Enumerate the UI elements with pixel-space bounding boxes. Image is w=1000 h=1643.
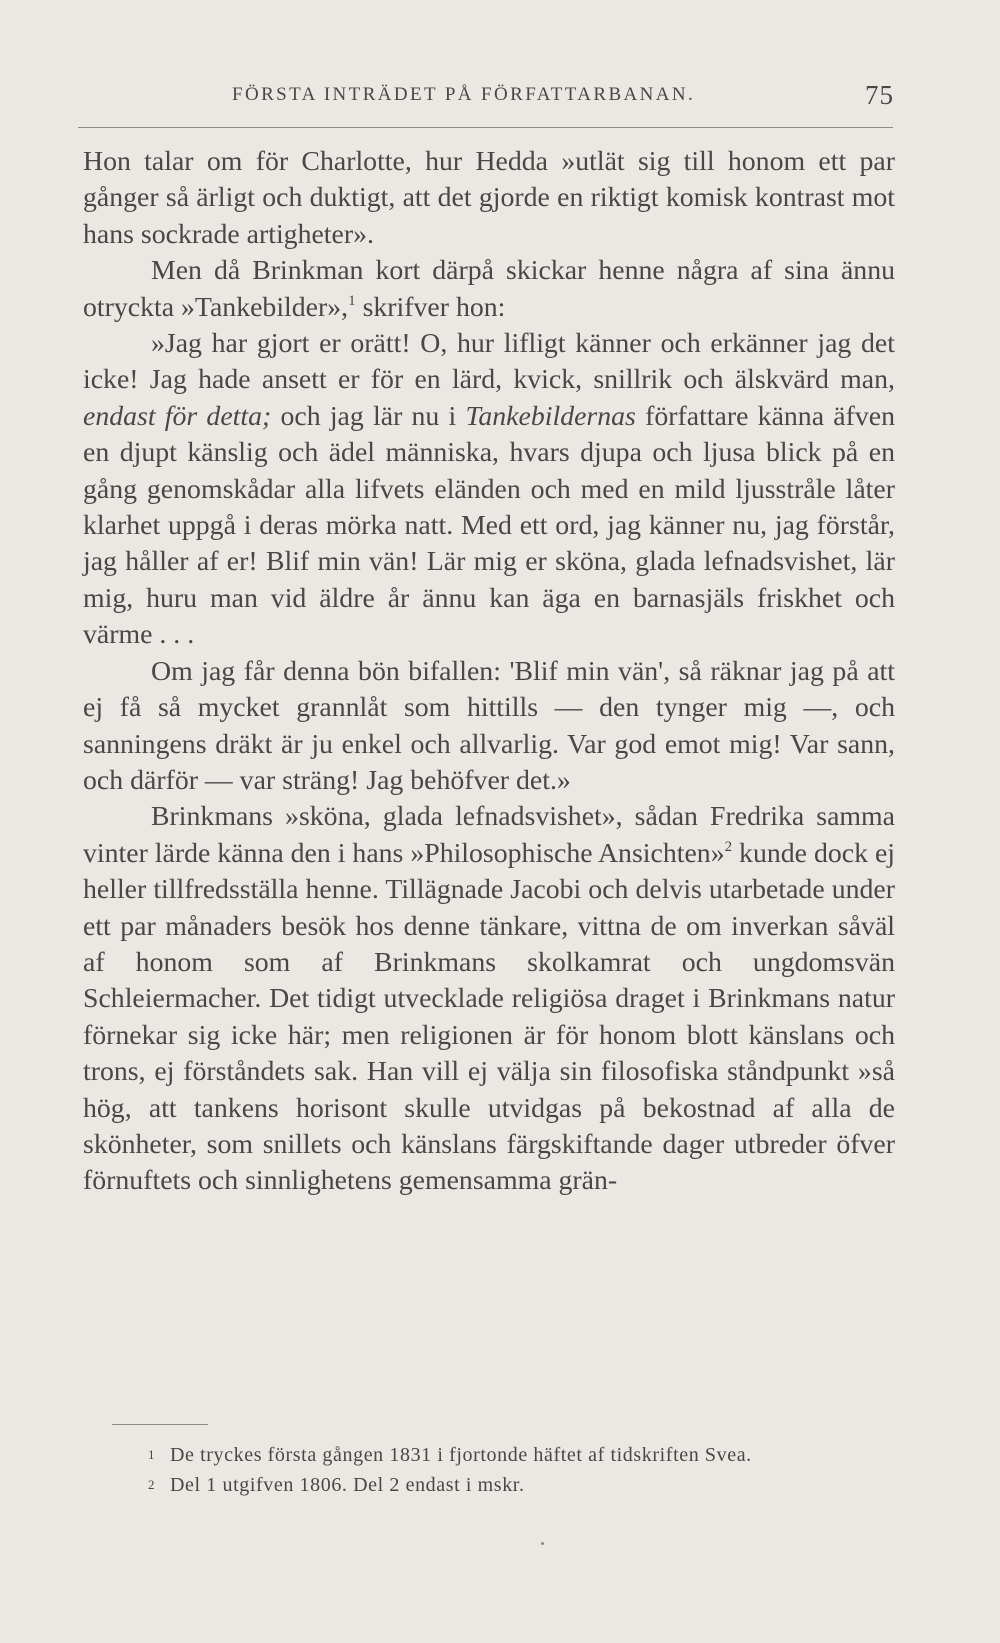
footnote-2-mark: 2 [148,1477,156,1492]
footnote-ref-2[interactable]: 2 [724,838,733,855]
emphasis-tankebildernas: Tankebildernas [465,400,636,432]
running-head-title: FÖRSTA INTRÄDET PÅ FÖRFATTARBANAN. [232,84,696,105]
paragraph-5-text-b: kunde dock ej heller tillfredsställa henne. Tillägnade Jacobi och delvis utarbetade under ett par månaders besök hos denne tänkare, vittna de om inverkan såväl af honom som af Brinkmans skolkamrat och ungdomsvän Schleiermacher. Det tidigt utvecklade religiösa draget i Brinkmans natur förnekar sig icke här; men religionen är för honom blott känslans och trons, ej förståndets sak. Han vill ej välja sin filosofiska ståndpunkt »så hög, att tankens horisont skulle utvidgas på bekostnad af alla de skönheter, som snillets och känslans färgskiftande dager utbreder öfver förnuftets och sinnlighetens gemensamma grän- [83,837,895,1197]
footnote-2-text: Del 1 utgifven 1806. Del 2 endast i mskr. [170,1474,525,1496]
emphasis-endast: endast för detta; [83,400,272,432]
footnote-rule [112,1424,208,1425]
paragraph-4: Om jag får denna bön bifallen: 'Blif min vän', så räknar jag på att ej få så mycket grannlåt som hittills — den tynger mig —, och sanningens dräkt är ju enkel och allvarlig. Var god emot mig! Var sann, och därför — var sträng! Jag behöfver det.» [83,655,895,796]
running-header [82,80,894,124]
paragraph-3-text-b: och jag lär nu i [271,400,466,432]
paragraph-2-text-a: Men då Brinkman kort därpå skickar henne några af sina ännu otryckta »Tankebilder», [83,255,895,323]
paragraph-3-text-c: författare känna äfven en djupt känslig och ädel människa, hvars djupa och ljusa blick på en gång genomskådar alla lifvets eländen och med en mild ljusstråle låter klarhet uppgå i deras mörka natt. Med ett ord, jag känner nu, jag förstår, jag håller af er! Blif min vän! Lär mig er sköna, glada lefnadsvishet, lär mig, huru man vid äldre år ännu kan äga en barnasjäls friskhet och värme . . . [83,400,895,651]
footnote-ref-1[interactable]: 1 [348,292,356,309]
main-text [83,144,895,1200]
header-rule [78,127,893,128]
paragraph-3-quote [83,326,895,654]
paragraph-5 [83,799,895,1199]
paragraph-3-text-a: »Jag har gjort er orätt! O, hur lifligt känner och erkänner jag det icke! Jag hade ansett er för en lärd, kvick, snillrik och älskvärd man, [83,328,895,396]
page-number: 75 [865,80,894,110]
footnote-2 [148,1470,908,1500]
paragraph-2 [83,253,895,326]
footnote-1-mark: 1 [148,1447,156,1462]
paragraph-2-text-b: skrifver hon: [355,291,506,323]
footnote-1 [148,1440,908,1470]
paragraph-1: Hon talar om för Charlotte, hur Hedda »utlät sig till honom ett par gånger så ärligt och duktigt, att det gjorde en riktigt komisk kontrast mot hans sockrade artigheter». [83,146,895,250]
footnotes [148,1440,908,1500]
paragraph-5-text-a: Brinkmans »sköna, glada lefnadsvishet», sådan Fredrika samma vinter lärde känna den i hans »Philosophische Ansichten» [83,801,895,869]
footnote-1-text: De tryckes första gången 1831 i fjortonde häftet af tidskriften Svea. [170,1444,752,1466]
paper-speck [541,1542,544,1545]
